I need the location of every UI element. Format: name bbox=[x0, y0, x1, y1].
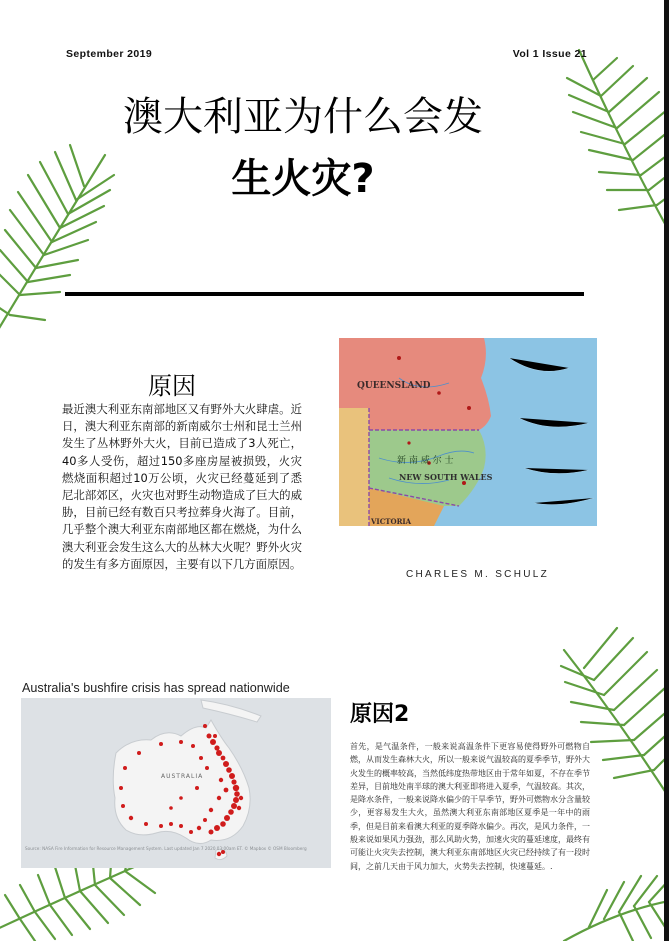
issue-number: Vol 1 Issue 21 bbox=[512, 48, 587, 60]
section1-body: 最近澳大利亚东南部地区又有野外大火肆虐。近日，澳大利亚东南部的新南威尔士州和昆士兰州发生了丛林野外大火，目前已造成了3人死亡，40多人受伤，超过150多座房屋被损毁，火灾燃烧面积超过10万公顷，火灾已经蔓延到了悉尼北部郊区，火灾也对野生动物造成了巨大的威胁，目前已经有数百只考拉葬身火海了。目前，几乎整个澳大利亚东南部地区都在燃烧，为什么澳大利亚会发生这么大的丛林大火呢？野外火灾的发生有多方面原因，主要有以下几方面原因。 bbox=[62, 402, 302, 571]
issue-date: September 2019 bbox=[66, 48, 153, 60]
map1-label-nsw-en: NEW SOUTH WALES bbox=[399, 472, 493, 482]
map1-label-nsw-cn: 新 南 威 尔 士 bbox=[397, 456, 454, 466]
page-edge bbox=[664, 0, 669, 941]
author-name: CHARLES M. SCHULZ bbox=[406, 569, 550, 580]
map1-label-queensland: QUEENSLAND bbox=[357, 381, 431, 391]
section1-heading: 原因 bbox=[148, 372, 196, 400]
map1-label-victoria: VICTORIA bbox=[371, 517, 412, 526]
title-line-1: 澳大利亚为什么会发 bbox=[123, 94, 483, 140]
fire-map-country-label: AUSTRALIA bbox=[161, 773, 204, 780]
bushfire-map-image bbox=[21, 698, 331, 868]
fire-map-title: Australia's bushfire crisis has spread nationwide bbox=[22, 681, 290, 695]
fire-map-source: Source: NASA Fire Information for Resource Management System. Last updated Jan 7 2020 03:00am ET. © Mapbox © OSM Bloomberg bbox=[25, 846, 307, 851]
title-line-2: 生火灾? bbox=[231, 156, 375, 202]
eastern-australia-map-image bbox=[339, 338, 597, 526]
palm-leaf-top-right-icon bbox=[559, 40, 669, 260]
eastern-australia-map-graphic bbox=[339, 338, 597, 526]
title-divider bbox=[65, 292, 584, 296]
bushfire-map-graphic bbox=[21, 698, 331, 868]
page-title bbox=[68, 86, 538, 210]
section2-body: 首先，是气温条件，一般来说高温条件下更容易使得野外可燃物自燃，从而发生森林大火，所以一般来说气温较高的夏季季节，野外大火发生的概率较高，当然低纬度热带地区由于常年如夏，不存在季节差异，目前地处南半球的澳大利亚即将进入夏季，气温较高。其次，是降水条件，一般来说降水偏少的干旱季节，野外可燃物水分含量较少，更容易发生大火，虽然澳大利亚东南部地区夏季是一年中的雨季，但是目前来看澳大利亚的夏季降水偏少。再次，是风力条件，一般来说如果风力强劲，那么风助火势，加速火灾的蔓延速度，最终有可能让火灾失去控制，澳大利亚东南部地区火灾已经持续了有一段时间，之前几天由于风力加大，火势失去控制，快速蔓延。. bbox=[350, 742, 590, 871]
section2-heading: 原因2 bbox=[350, 702, 410, 727]
